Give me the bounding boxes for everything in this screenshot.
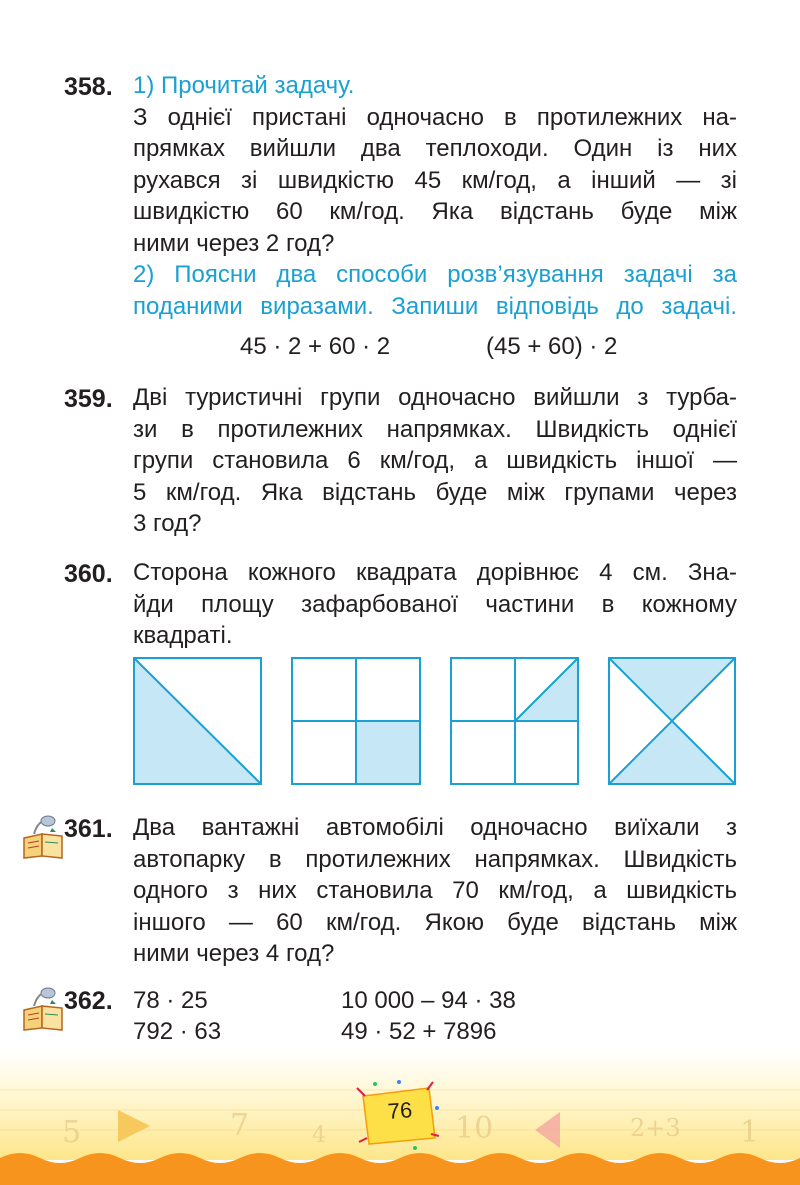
text-line: Дві туристичні групи одночасно вийшли з турба- — [133, 384, 737, 411]
problem-number: 359. — [64, 385, 113, 413]
text-line: автопарку в протилежних напрямках. Швидкість — [133, 845, 737, 873]
decorative-digit: 10 — [455, 1111, 494, 1146]
text-line: 5 км/год. Яка відстань буде між групами через — [133, 478, 737, 506]
text-line: ними через 2 год? — [133, 229, 335, 257]
problem-number: 360. — [64, 560, 113, 588]
text-line: Два вантажні автомобілі одночасно виїхали з — [133, 814, 737, 841]
expression: 78 · 25 — [133, 987, 208, 1014]
square-1 — [134, 658, 261, 784]
task-part-2-text: поданими виразами. Запиши відповідь до задачі. — [133, 292, 737, 320]
text-line: групи становила 6 км/год, а швидкість іншої — — [133, 447, 737, 474]
decorative-digit: 7 — [230, 1108, 250, 1143]
problem-text — [133, 812, 737, 970]
text-line: Сторона кожного квадрата дорівнює 4 см. Зна- — [133, 559, 737, 586]
problem-text — [133, 382, 737, 540]
expression: 49 · 52 + 7896 — [341, 1018, 497, 1045]
expression: 792 · 63 — [133, 1018, 222, 1045]
text-line: рухався зі швидкістю 45 км/год, а інший — зі — [133, 166, 737, 194]
square-2 — [292, 658, 420, 784]
problem-text — [133, 70, 737, 322]
text-line: квадраті. — [133, 622, 233, 649]
text-line: одного з них становила 70 км/год, а швидкість — [133, 877, 737, 904]
homework-book-icon — [20, 814, 66, 860]
text-line: прямках вийшли два теплоходи. Один із них — [133, 135, 737, 162]
text-line: ними через 4 год? — [133, 940, 335, 967]
problem-number: 358. — [64, 73, 113, 101]
text-line: З однієї пристані одночасно в протилежних на- — [133, 103, 737, 131]
problem-number: 361. — [64, 815, 113, 843]
decorative-digit: 1 — [740, 1115, 760, 1150]
square-4 — [609, 658, 735, 784]
expression: 10 000 – 94 · 38 — [341, 987, 516, 1014]
text-line: 3 год? — [133, 510, 202, 537]
squares-figure — [0, 657, 800, 785]
expression: (45 + 60) · 2 — [486, 333, 618, 360]
task-part-1-label: 1) Прочитай задачу. — [133, 72, 355, 99]
text-line: зи в протилежних напрямках. Швидкість однієї — [133, 415, 737, 443]
expression: 45 · 2 + 60 · 2 — [240, 333, 391, 360]
page-number: 76 — [386, 1097, 414, 1124]
text-line: швидкістю 60 км/год. Яка відстань буде між — [133, 198, 737, 225]
homework-book-icon — [20, 986, 66, 1032]
task-part-2-text: 2) Поясни два способи розв’язування задачі за — [133, 261, 737, 288]
decorative-digit: 4 — [312, 1123, 326, 1148]
square-3 — [451, 658, 578, 784]
decorative-digit: 2+3 — [630, 1114, 681, 1142]
text-line: йди площу зафарбованої частини в кожному — [133, 590, 737, 618]
decorative-digit: 5 — [62, 1115, 82, 1150]
problem-text — [133, 557, 737, 652]
problem-number: 362. — [64, 987, 113, 1015]
text-line: іншого — 60 км/год. Якою буде відстань між — [133, 908, 737, 936]
